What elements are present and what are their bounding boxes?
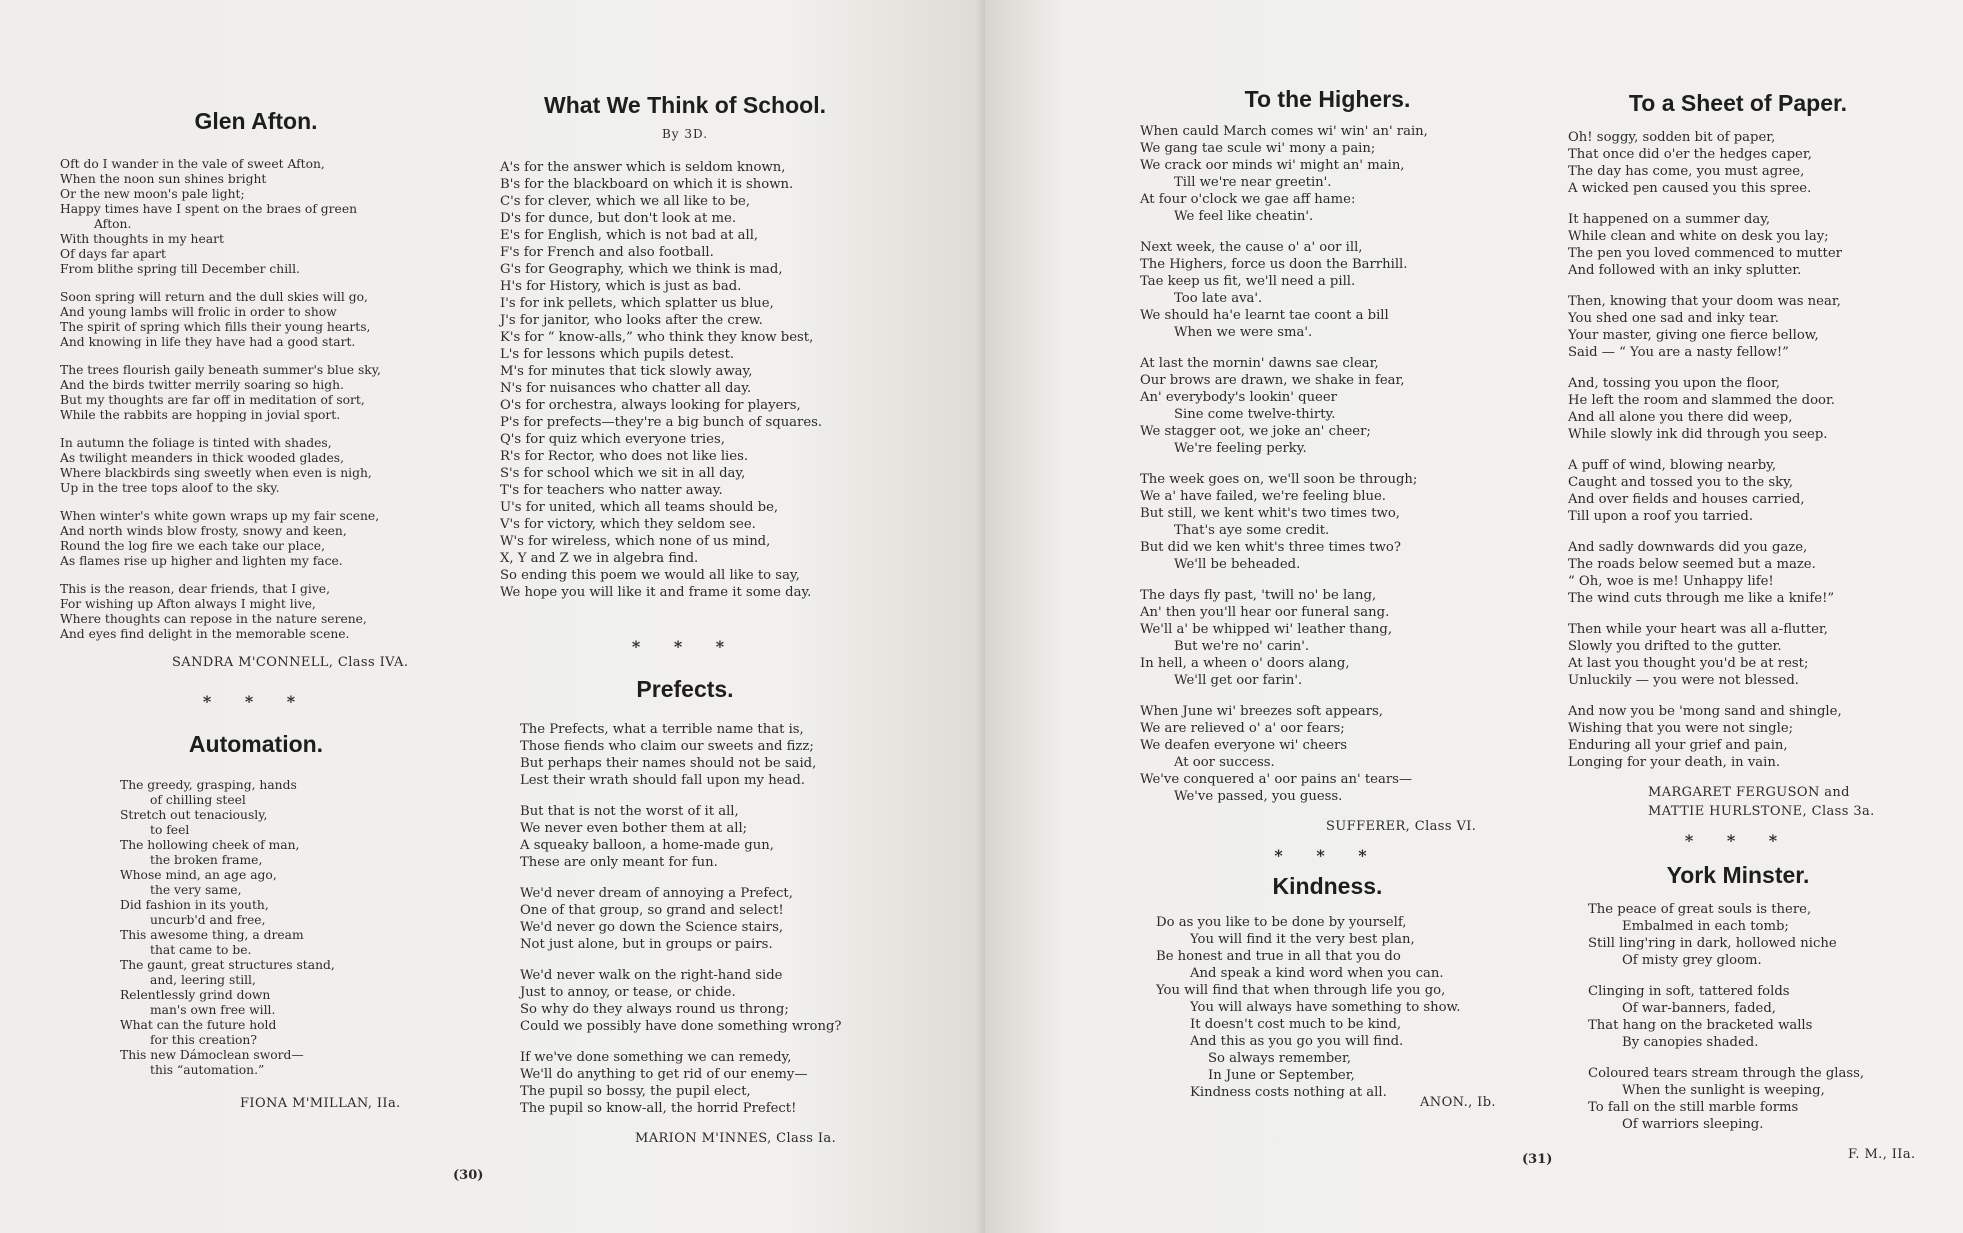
poem-line: In autumn the foliage is tinted with shades, bbox=[60, 436, 332, 450]
poem-line: And eyes find delight in the memorable scene. bbox=[60, 627, 350, 641]
stanza bbox=[1568, 621, 1908, 689]
poem-line: He left the room and slammed the door. bbox=[1568, 393, 1836, 408]
poem-line: It happened on a summer day, bbox=[1568, 212, 1771, 227]
poem-line: Then, knowing that your doom was near, bbox=[1568, 294, 1841, 309]
separator-stars-4: * * * bbox=[1684, 831, 1792, 850]
poem-line: Lest their wrath should fall upon my head. bbox=[520, 773, 805, 788]
poem-line: Those fiends who claim our sweets and fizz; bbox=[520, 739, 814, 754]
poem-line: This awesome thing, a dream bbox=[120, 928, 304, 942]
poem-line: Then while your heart was all a-flutter, bbox=[1568, 622, 1828, 637]
poem-line: And all alone you there did weep, bbox=[1568, 410, 1793, 425]
poem-line: And young lambs will frolic in order to show bbox=[60, 305, 337, 319]
poem-line: Of war-banners, faded, bbox=[1622, 1001, 1776, 1016]
poem-line: When cauld March comes wi' win' an' rain, bbox=[1140, 124, 1428, 139]
poem-line: The pupil so bossy, the pupil elect, bbox=[520, 1084, 751, 1099]
poem-line: And followed with an inky splutter. bbox=[1568, 263, 1802, 278]
poem-line: And north winds blow frosty, snowy and keen, bbox=[60, 524, 347, 538]
poem-line: Whose mind, an age ago, bbox=[120, 868, 277, 882]
stanza bbox=[60, 436, 452, 496]
poem-line: The peace of great souls is there, bbox=[1588, 902, 1812, 917]
poem-line: I's for ink pellets, which splatter us blue, bbox=[500, 296, 774, 311]
poem-line: the broken frame, bbox=[150, 853, 263, 867]
poem-line: The week goes on, we'll soon be through; bbox=[1140, 472, 1418, 487]
poem-line: The Highers, force us doon the Barrhill. bbox=[1140, 257, 1408, 272]
poem-line: We'd never dream of annoying a Prefect, bbox=[520, 886, 793, 901]
poem-line: We feel like cheatin'. bbox=[1174, 209, 1314, 224]
poem-line: This is the reason, dear friends, that I give, bbox=[60, 582, 330, 596]
york-body bbox=[1568, 901, 1908, 1133]
poem-line: to feel bbox=[150, 823, 190, 837]
sheet-signature-2: MATTIE HURLSTONE, Class 3a. bbox=[1648, 804, 1875, 819]
poem-line: Stretch out tenaciously, bbox=[120, 808, 268, 822]
poem-line: Slowly you drifted to the gutter. bbox=[1568, 639, 1782, 654]
poem-line: And, tossing you upon the floor, bbox=[1568, 376, 1781, 391]
poem-line: We never even bother them at all; bbox=[520, 821, 748, 836]
poem-line: Q's for quiz which everyone tries, bbox=[500, 432, 725, 447]
poem-line: the very same, bbox=[150, 883, 242, 897]
stanza bbox=[1568, 211, 1908, 279]
stanza bbox=[520, 885, 870, 953]
poem-line: M's for minutes that tick slowly away, bbox=[500, 364, 753, 379]
poem-line: Soon spring will return and the dull skies will go, bbox=[60, 290, 368, 304]
poem-line: The gaunt, great structures stand, bbox=[120, 958, 335, 972]
poem-line: Oh! soggy, sodden bit of paper, bbox=[1568, 130, 1776, 145]
poem-line: But we're no' carin'. bbox=[1174, 639, 1310, 654]
poem-line: This new Dámoclean sword— bbox=[120, 1048, 304, 1062]
poem-line: Of warriors sleeping. bbox=[1622, 1117, 1764, 1132]
poem-line: P's for prefects—they're a big bunch of squares. bbox=[500, 415, 823, 430]
poem-line: We're feeling perky. bbox=[1174, 441, 1307, 456]
right-column-2 bbox=[1568, 90, 1916, 1162]
poem-line: The pupil so know-all, the horrid Prefect! bbox=[520, 1101, 797, 1116]
highers-title: To the Highers. bbox=[1244, 86, 1411, 112]
poem-line: for this creation? bbox=[150, 1033, 257, 1047]
poem-line: Wishing that you were not single; bbox=[1568, 721, 1794, 736]
poem-line: Sine come twelve-thirty. bbox=[1174, 407, 1336, 422]
poem-line: D's for dunce, but don't look at me. bbox=[500, 211, 737, 226]
school-body bbox=[500, 159, 870, 611]
poem-line: K's for “ know-alls,” who think they know best, bbox=[500, 330, 814, 345]
poem-line: Or the new moon's pale light; bbox=[60, 187, 245, 201]
poem-line: That once did o'er the hedges caper, bbox=[1568, 147, 1812, 162]
automation-body bbox=[60, 778, 452, 1088]
poem-line: We should ha'e learnt tae coont a bill bbox=[1140, 308, 1389, 323]
poem-line: The wind cuts through me like a knife!” bbox=[1568, 591, 1835, 606]
poem-line: We are relieved o' a' oor fears; bbox=[1140, 721, 1345, 736]
stanza bbox=[60, 363, 452, 423]
poem-line: And over fields and houses carried, bbox=[1568, 492, 1805, 507]
poem-line: In June or September, bbox=[1208, 1068, 1355, 1083]
poem-line: Embalmed in each tomb; bbox=[1622, 919, 1789, 934]
stanza bbox=[60, 509, 452, 569]
poem-line: And sadly downwards did you gaze, bbox=[1568, 540, 1808, 555]
poem-line: Enduring all your grief and pain, bbox=[1568, 738, 1788, 753]
stanza bbox=[1140, 587, 1515, 689]
poem-line: Up in the tree tops aloof to the sky. bbox=[60, 481, 280, 495]
poem-line: As flames rise up higher and lighten my face. bbox=[60, 554, 343, 568]
poem-line: E's for English, which is not bad at all, bbox=[500, 228, 759, 243]
left-column-2 bbox=[500, 92, 870, 1146]
york-signature: F. M., IIa. bbox=[1848, 1147, 1916, 1162]
poem-line: Not just alone, but in groups or pairs. bbox=[520, 937, 773, 952]
poem-line: When the noon sun shines bright bbox=[60, 172, 267, 186]
poem-line: We hope you will like it and frame it some day. bbox=[500, 585, 812, 600]
sheet-signature-1: MARGARET FERGUSON and bbox=[1648, 785, 1850, 800]
poem-line: U's for united, which all teams should be, bbox=[500, 500, 779, 515]
poem-line: Of days far apart bbox=[60, 247, 166, 261]
stanza bbox=[520, 967, 870, 1035]
poem-line: Said — “ You are a nasty fellow!” bbox=[1568, 345, 1789, 360]
poem-line: X, Y and Z we in algebra find. bbox=[500, 551, 699, 566]
poem-line: You will find that when through life you go, bbox=[1156, 983, 1446, 998]
poem-line: Just to annoy, or tease, or chide. bbox=[520, 985, 736, 1000]
stanza bbox=[1588, 901, 1908, 969]
poem-line: A wicked pen caused you this spree. bbox=[1568, 181, 1812, 196]
prefects-body bbox=[500, 721, 870, 1117]
york-title: York Minster. bbox=[1666, 862, 1810, 888]
poem-line: O's for orchestra, always looking for players, bbox=[500, 398, 801, 413]
stanza bbox=[1568, 539, 1908, 607]
poem-line: The day has come, you must agree, bbox=[1568, 164, 1805, 179]
poem-line: Oft do I wander in the vale of sweet Afton, bbox=[60, 157, 325, 171]
poem-line: But that is not the worst of it all, bbox=[520, 804, 739, 819]
stanza bbox=[1568, 703, 1908, 771]
poem-line: The days fly past, 'twill no' be lang, bbox=[1140, 588, 1377, 603]
poem-line: We'll do anything to get rid of our enemy— bbox=[520, 1067, 808, 1082]
poem-line: Where thoughts can repose in the nature serene, bbox=[60, 612, 367, 626]
stanza bbox=[1568, 293, 1908, 361]
separator-stars: * * * bbox=[202, 692, 310, 711]
school-byline: By 3D. bbox=[661, 127, 709, 141]
poem-line: With thoughts in my heart bbox=[60, 232, 224, 246]
poem-line: Too late ava'. bbox=[1174, 291, 1263, 306]
poem-line: The Prefects, what a terrible name that is, bbox=[520, 722, 804, 737]
poem-line: H's for History, which is just as bad. bbox=[500, 279, 742, 294]
poem-line: Did fashion in its youth, bbox=[120, 898, 269, 912]
kindness-body bbox=[1140, 914, 1515, 1111]
stanza bbox=[520, 1049, 870, 1117]
poem-line: We crack oor minds wi' might an' main, bbox=[1140, 158, 1405, 173]
poem-line: The spirit of spring which fills their young hearts, bbox=[60, 320, 371, 334]
poem-line: From blithe spring till December chill. bbox=[60, 262, 300, 276]
poem-line: While clean and white on desk you lay; bbox=[1568, 229, 1829, 244]
kindness-title: Kindness. bbox=[1272, 873, 1383, 899]
poem-line: So why do they always round us throng; bbox=[520, 1002, 789, 1017]
poem-line: We'd never go down the Science stairs, bbox=[520, 920, 784, 935]
poem-line: S's for school which we sit in all day, bbox=[500, 466, 746, 481]
page-number-left: (30) bbox=[453, 1168, 484, 1183]
poem-line: The greedy, grasping, hands bbox=[120, 778, 297, 792]
poem-line: Happy times have I spent on the braes of green bbox=[60, 202, 358, 216]
poem-line: We've conquered a' oor pains an' tears— bbox=[1140, 772, 1413, 787]
poem-line: Next week, the cause o' a' oor ill, bbox=[1140, 240, 1363, 255]
poem-line: A puff of wind, blowing nearby, bbox=[1568, 458, 1777, 473]
poem-line: And now you be 'mong sand and shingle, bbox=[1568, 704, 1842, 719]
separator-stars-2: * * * bbox=[631, 637, 739, 656]
poem-line: At last you thought you'd be at rest; bbox=[1568, 656, 1809, 671]
poem-line: That hang on the bracketed walls bbox=[1588, 1018, 1813, 1033]
stanza bbox=[1568, 457, 1908, 525]
poem-line: Be honest and true in all that you do bbox=[1156, 949, 1401, 964]
poem-line: and, leering still, bbox=[150, 973, 256, 987]
poem-line: We'll a' be whipped wi' leather thang, bbox=[1140, 622, 1393, 637]
poem-line: These are only meant for fun. bbox=[520, 855, 718, 870]
poem-line: In hell, a wheen o' doors alang, bbox=[1140, 656, 1350, 671]
poem-line: B's for the blackboard on which it is shown. bbox=[500, 177, 794, 192]
poem-line: To fall on the still marble forms bbox=[1588, 1100, 1799, 1115]
highers-signature: SUFFERER, Class VI. bbox=[1326, 819, 1477, 834]
poem-line: G's for Geography, which we think is mad, bbox=[500, 262, 783, 277]
poem-line: While slowly ink did through you seep. bbox=[1568, 427, 1828, 442]
poem-line: What can the future hold bbox=[120, 1018, 277, 1032]
prefects-signature: MARION M'INNES, Class Ia. bbox=[635, 1131, 837, 1146]
poem-line: Our brows are drawn, we shake in fear, bbox=[1140, 373, 1405, 388]
poem-line: At last the mornin' dawns sae clear, bbox=[1140, 356, 1379, 371]
poem-line: N's for nuisances who chatter all day. bbox=[500, 381, 752, 396]
poem-line: A squeaky balloon, a home-made gun, bbox=[520, 838, 774, 853]
poem-line: As twilight meanders in thick wooded glades, bbox=[60, 451, 345, 465]
stanza bbox=[1140, 471, 1515, 573]
stanza bbox=[1588, 1065, 1908, 1133]
poem-line: The hollowing cheek of man, bbox=[120, 838, 300, 852]
poem-line: And speak a kind word when you can. bbox=[1190, 966, 1444, 981]
poem-line: of chilling steel bbox=[150, 793, 246, 807]
poem-line: Of misty grey gloom. bbox=[1622, 953, 1762, 968]
right-column-1 bbox=[1140, 86, 1515, 1110]
poem-line: J's for janitor, who looks after the crew. bbox=[500, 313, 763, 328]
poem-line: We gang tae scule wi' mony a pain; bbox=[1140, 141, 1376, 156]
poem-line: Caught and tossed you to the sky, bbox=[1568, 475, 1794, 490]
poem-line: You shed one sad and inky tear. bbox=[1568, 311, 1779, 326]
glen-afton-title: Glen Afton. bbox=[194, 108, 318, 134]
poem-line: F's for French and also football. bbox=[500, 245, 714, 260]
poem-line: We'll be beheaded. bbox=[1174, 557, 1301, 572]
poem-line: When we were sma'. bbox=[1174, 325, 1313, 340]
poem-line: At oor success. bbox=[1174, 755, 1275, 770]
poem-line: A's for the answer which is seldom known, bbox=[500, 160, 786, 175]
sheet-title: To a Sheet of Paper. bbox=[1628, 90, 1848, 116]
stanza bbox=[1568, 375, 1908, 443]
poem-line: Your master, giving one fierce bellow, bbox=[1568, 328, 1819, 343]
stanza bbox=[60, 582, 452, 642]
poem-line: An' then you'll hear oor funeral sang. bbox=[1140, 605, 1390, 620]
poem-line: But did we ken whit's three times two? bbox=[1140, 540, 1401, 555]
automation-signature: FIONA M'MILLAN, IIa. bbox=[240, 1096, 401, 1111]
page-number-right: (31) bbox=[1522, 1152, 1553, 1167]
poem-line: And the birds twitter merrily soaring so high. bbox=[60, 378, 344, 392]
stanza bbox=[1588, 983, 1908, 1051]
glen-afton-body bbox=[60, 157, 452, 642]
poem-line: Till upon a roof you tarried. bbox=[1568, 509, 1754, 524]
poem-line: An' everybody's lookin' queer bbox=[1140, 390, 1337, 405]
poem-line: this “automation.” bbox=[150, 1063, 265, 1077]
poem-line: Still ling'ring in dark, hollowed niche bbox=[1588, 936, 1837, 951]
poem-line: Coloured tears stream through the glass, bbox=[1588, 1066, 1865, 1081]
poem-line: If we've done something we can remedy, bbox=[520, 1050, 792, 1065]
poem-line: Relentlessly grind down bbox=[120, 988, 271, 1002]
poem-line: We'd never walk on the right-hand side bbox=[520, 968, 783, 983]
stanza bbox=[1140, 239, 1515, 341]
stanza bbox=[60, 290, 452, 350]
poem-line: Kindness costs nothing at all. bbox=[1190, 1085, 1387, 1100]
poem-line: L's for lessons which pupils detest. bbox=[500, 347, 735, 362]
poem-line: It doesn't cost much to be kind, bbox=[1190, 1017, 1402, 1032]
poem-line: So always remember, bbox=[1208, 1051, 1352, 1066]
kindness-signature: ANON., Ib. bbox=[1420, 1095, 1496, 1110]
poem-line: We'll get oor farin'. bbox=[1174, 673, 1303, 688]
poem-line: When winter's white gown wraps up my fair scene, bbox=[60, 509, 380, 523]
poem-line: The pen you loved commenced to mutter bbox=[1568, 246, 1842, 261]
stanza bbox=[1568, 129, 1908, 197]
poem-line: that came to be. bbox=[150, 943, 252, 957]
stanza bbox=[1140, 703, 1515, 805]
prefects-title: Prefects. bbox=[636, 676, 734, 702]
poem-line: Tae keep us fit, we'll need a pill. bbox=[1140, 274, 1356, 289]
poem-line: We deafen everyone wi' cheers bbox=[1140, 738, 1348, 753]
poem-line: But my thoughts are far off in meditation of sort, bbox=[60, 393, 365, 407]
stanza bbox=[520, 803, 870, 871]
poem-line: And this as you go you will find. bbox=[1190, 1034, 1404, 1049]
poem-line: When June wi' breezes soft appears, bbox=[1140, 704, 1383, 719]
poem-line: W's for wireless, which none of us mind, bbox=[500, 534, 771, 549]
poem-line: Round the log fire we each take our place, bbox=[60, 539, 325, 553]
glen-afton-signature: SANDRA M'CONNELL, Class IVA. bbox=[172, 655, 409, 670]
poem-line: We a' have failed, we're feeling blue. bbox=[1140, 489, 1386, 504]
poem-line: Where blackbirds sing sweetly when even is nigh, bbox=[60, 466, 372, 480]
poem-line: For wishing up Afton always I might live, bbox=[60, 597, 316, 611]
poem-line: At four o'clock we gae aff hame: bbox=[1140, 192, 1356, 207]
poem-line: And knowing in life they have had a good start. bbox=[60, 335, 356, 349]
poem-line: The roads below seemed but a maze. bbox=[1568, 557, 1816, 572]
poem-line: Could we possibly have done something wrong? bbox=[520, 1019, 842, 1034]
poem-line: Unluckily — you were not blessed. bbox=[1568, 673, 1799, 688]
poem-line: By canopies shaded. bbox=[1622, 1035, 1759, 1050]
poem-line: While the rabbits are hopping in jovial sport. bbox=[60, 408, 341, 422]
separator-stars-3: * * * bbox=[1274, 846, 1381, 865]
poem-line: Do as you like to be done by yourself, bbox=[1156, 915, 1407, 930]
poem-line: V's for victory, which they seldom see. bbox=[500, 517, 756, 532]
poem-line: So ending this poem we would all like to say, bbox=[500, 568, 800, 583]
poem-line: man's own free will. bbox=[150, 1003, 276, 1017]
poem-line: When the sunlight is weeping, bbox=[1622, 1083, 1825, 1098]
poem-line: But still, we kent whit's two times two, bbox=[1140, 506, 1400, 521]
poem-line: We stagger oot, we joke an' cheer; bbox=[1140, 424, 1371, 439]
poem-line: “ Oh, woe is me! Unhappy life! bbox=[1568, 574, 1774, 589]
sheet-body bbox=[1568, 129, 1908, 771]
poem-line: Till we're near greetin'. bbox=[1174, 175, 1332, 190]
poem-line: We've passed, you guess. bbox=[1174, 789, 1343, 804]
stanza bbox=[1140, 355, 1515, 457]
school-title: What We Think of School. bbox=[544, 92, 826, 118]
poem-line: That's aye some credit. bbox=[1174, 523, 1330, 538]
stanza bbox=[60, 157, 452, 277]
poem-line: You will always have something to show. bbox=[1190, 1000, 1461, 1015]
poem-line: Longing for your death, in vain. bbox=[1568, 755, 1781, 770]
left-column-1 bbox=[60, 108, 452, 1111]
poem-line: One of that group, so grand and select! bbox=[520, 903, 784, 918]
stanza bbox=[520, 721, 870, 789]
poem-line: You will find it the very best plan, bbox=[1190, 932, 1415, 947]
poem-line: T's for teachers who natter away. bbox=[500, 483, 723, 498]
poem-line: Clinging in soft, tattered folds bbox=[1588, 984, 1790, 999]
poem-line: Afton. bbox=[94, 217, 132, 231]
stanza bbox=[1140, 123, 1515, 225]
poem-line: But perhaps their names should not be said, bbox=[520, 756, 817, 771]
highers-body bbox=[1140, 123, 1515, 805]
automation-title: Automation. bbox=[188, 731, 324, 757]
poem-line: R's for Rector, who does not like lies. bbox=[500, 449, 749, 464]
poem-line: uncurb'd and free, bbox=[150, 913, 266, 927]
poem-line: The trees flourish gaily beneath summer's blue sky, bbox=[60, 363, 381, 377]
poem-line: C's for clever, which we all like to be, bbox=[500, 194, 751, 209]
